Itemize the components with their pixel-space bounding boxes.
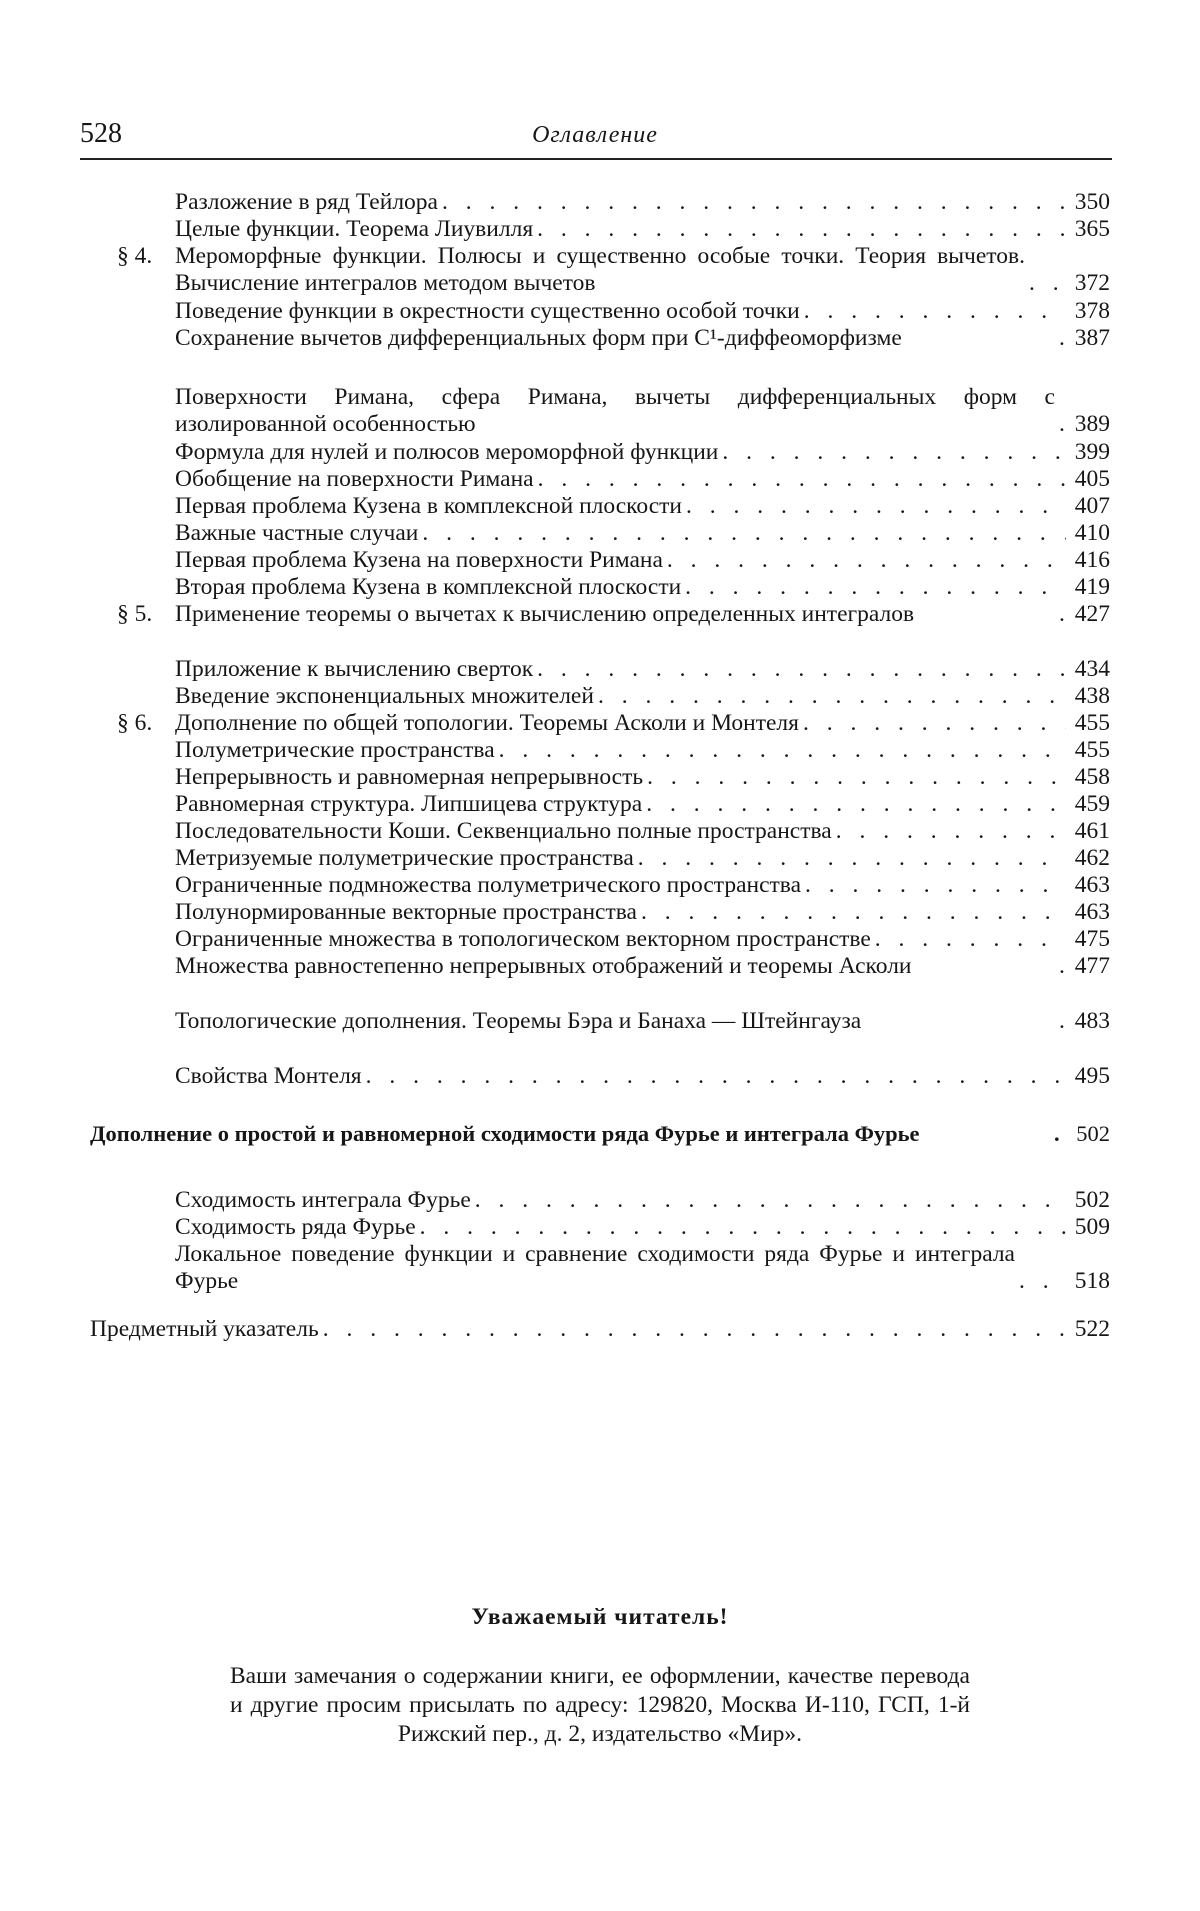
leader-dots xyxy=(1059,953,1066,980)
leader-dots xyxy=(323,1316,1066,1343)
toc-entry-title: Множества равностепенно непрерывных отображений и теоремы Асколи xyxy=(175,953,912,979)
leader-dots xyxy=(366,1063,1066,1090)
toc-entry-title: Предметный указатель xyxy=(90,1316,319,1342)
toc-entry-page: 438 xyxy=(1074,683,1110,709)
toc-entry-page: 483 xyxy=(1074,1008,1110,1034)
toc-entry xyxy=(175,818,1110,845)
toc-entry xyxy=(175,493,1110,520)
leader-dots xyxy=(722,439,1066,466)
leader-dots xyxy=(805,872,1066,899)
toc-entry xyxy=(175,872,1110,899)
toc-entry-title: Метризуемые полуметрические пространства xyxy=(175,845,634,871)
toc-entry-page: 389 xyxy=(1074,410,1110,437)
toc-entry-title: Сходимость ряда Фурье xyxy=(175,1214,416,1240)
toc-entry-page: 455 xyxy=(1074,737,1110,763)
leader-dots xyxy=(499,737,1066,764)
toc-entry-page: 387 xyxy=(1074,325,1110,351)
toc-entry-page: 459 xyxy=(1074,791,1110,817)
leader-dots xyxy=(1019,1268,1066,1295)
toc-entry-index xyxy=(90,1316,1110,1343)
leader-dots xyxy=(420,1214,1066,1241)
toc-entry-title: Формула для нулей и полюсов мероморфной функции xyxy=(175,439,719,465)
header-rule xyxy=(80,158,1112,160)
section-number: § 4. xyxy=(117,243,153,269)
leader-dots xyxy=(1059,325,1066,352)
toc-entry xyxy=(117,601,1110,628)
toc-entry-page: 522 xyxy=(1074,1316,1110,1342)
toc-entry-page: 399 xyxy=(1074,439,1110,465)
toc-entry-title: Сходимость интеграла Фурье xyxy=(175,1187,471,1213)
toc-entry-page: 475 xyxy=(1074,926,1110,952)
toc-entry-title: Введение экспоненциальных множителей xyxy=(175,683,594,709)
toc-entry-page: 378 xyxy=(1074,298,1110,324)
toc-entry-page: 462 xyxy=(1074,845,1110,871)
toc-entry-page: 461 xyxy=(1074,818,1110,844)
toc-entry xyxy=(175,764,1110,791)
toc-entry xyxy=(175,466,1110,493)
toc-entry-appendix xyxy=(90,1121,1110,1148)
toc-entry-title: Сохранение вычетов дифференциальных форм при C¹-диффеоморфизме xyxy=(175,325,902,351)
toc-entry xyxy=(175,656,1110,683)
toc-entry-title: Равномерная структура. Липшицева структура xyxy=(175,791,643,817)
toc-entry-page: 509 xyxy=(1074,1214,1110,1240)
leader-dots xyxy=(875,926,1066,953)
leader-dots xyxy=(667,547,1066,574)
section-number: § 5. xyxy=(117,601,153,627)
toc-entry-title: Последовательности Коши. Секвенциально полные пространства xyxy=(175,818,832,844)
leader-dots xyxy=(475,1187,1066,1214)
toc-entry-title: Поведение функции в окрестности существенно особой точки xyxy=(175,298,800,324)
toc-entry-page: 407 xyxy=(1074,493,1110,519)
toc-entry-page: 416 xyxy=(1074,547,1110,573)
toc-entry-page: 427 xyxy=(1074,601,1110,627)
toc-entry xyxy=(175,791,1110,818)
leader-dots xyxy=(686,493,1066,520)
toc-entry xyxy=(117,710,1110,737)
toc-entry-page: 434 xyxy=(1074,656,1110,682)
toc-entry xyxy=(175,1241,1110,1294)
toc-entry-title: Обобщение на поверхности Римана xyxy=(175,466,534,492)
toc-entry-title: Полуметрические пространства xyxy=(175,737,495,763)
toc-entry xyxy=(175,384,1110,437)
toc-entry-title: Применение теоремы о вычетах к вычислению определенных интегралов xyxy=(175,601,915,627)
toc-entry-title: Локальное поведение функции и сравнение сходимости ряда Фурье и интеграла Фурье xyxy=(175,1241,1015,1294)
toc-entry-page: 455 xyxy=(1074,710,1110,736)
toc-entry-title: Целые функции. Теорема Лиувилля xyxy=(175,216,534,242)
toc-entry-title: Свойства Монтеля xyxy=(175,1063,362,1089)
toc-entry-page: 458 xyxy=(1074,764,1110,790)
toc-entry-page: 463 xyxy=(1074,899,1110,925)
toc-entry-page: 495 xyxy=(1074,1063,1110,1089)
reader-note-body: Ваши замечания о содержании книги, ее оформлении, качестве перевода и другие просим присылать по адресу: 129820, Москва И-110, ГСП, 1-й Рижский пер., д. 2, издательство «Мир». xyxy=(230,1663,970,1747)
toc-entry-title: Дополнение о простой и равномерной сходимости ряда Фурье и интеграла Фурье xyxy=(90,1121,920,1146)
toc-entry-title: Первая проблема Кузена в комплексной плоскости xyxy=(175,493,682,519)
leader-dots xyxy=(537,656,1066,683)
leader-dots xyxy=(598,683,1066,710)
toc-entry-title: Мероморфные функции. Полюсы и существенно особые точки. Теория вычетов. Вычисление интегралов методом вычетов xyxy=(175,243,1025,296)
leader-dots xyxy=(537,216,1066,243)
toc-entry-page: 419 xyxy=(1074,574,1110,600)
toc-entry xyxy=(117,243,1110,296)
toc-entry-page: 350 xyxy=(1074,189,1110,215)
toc-entry-title: Дополнение по общей топологии. Теоремы Асколи и Монтеля xyxy=(175,710,799,736)
toc-entry-title: Топологические дополнения. Теоремы Бэра и Банаха — Штейнгауза xyxy=(175,1008,862,1034)
toc-entry xyxy=(175,683,1110,710)
toc-entry xyxy=(175,189,1110,216)
toc-entry xyxy=(175,574,1110,601)
leader-dots xyxy=(836,818,1066,845)
toc-entry-title: Полунормированные векторные пространства xyxy=(175,899,637,925)
page-header xyxy=(80,118,1110,160)
toc-entry-page: 502 xyxy=(1076,1121,1110,1146)
leader-dots xyxy=(804,298,1066,325)
leader-dots xyxy=(641,899,1066,926)
toc-entry-title: Важные частные случаи xyxy=(175,520,419,546)
toc-entry-page: 477 xyxy=(1074,953,1110,979)
leader-dots xyxy=(646,791,1066,818)
toc-entry-title: Первая проблема Кузена на поверхности Римана xyxy=(175,547,663,573)
leader-dots xyxy=(803,710,1066,737)
toc-entry xyxy=(175,1214,1110,1241)
page-number: 528 xyxy=(80,118,122,149)
toc-entry xyxy=(175,547,1110,574)
toc-entry xyxy=(175,1008,1110,1035)
leader-dots xyxy=(1054,1121,1066,1148)
toc-entry-title: Поверхности Римана, сфера Римана, вычеты дифференциальных форм с изолированной особенностью xyxy=(175,384,1055,437)
toc-entry xyxy=(175,737,1110,764)
leader-dots xyxy=(1059,601,1066,628)
leader-dots xyxy=(685,574,1066,601)
toc-entry xyxy=(175,298,1110,325)
toc-entry-title: Ограниченные множества в топологическом векторном пространстве xyxy=(175,926,871,952)
leader-dots xyxy=(638,845,1066,872)
toc-entry-title: Вторая проблема Кузена в комплексной плоскости xyxy=(175,574,682,600)
toc-entry-title: Разложение в ряд Тейлора xyxy=(175,189,438,215)
toc-entry xyxy=(175,953,1110,980)
leader-dots xyxy=(422,520,1066,547)
toc-entry xyxy=(175,520,1110,547)
toc-entry-page: 365 xyxy=(1074,216,1110,242)
section-number: § 6. xyxy=(117,710,153,736)
reader-note xyxy=(230,1603,970,1749)
leader-dots xyxy=(1029,270,1066,297)
toc-entry xyxy=(175,1187,1110,1214)
toc-entry-title: Непрерывность и равномерная непрерывность xyxy=(175,764,644,790)
toc-entry xyxy=(175,845,1110,872)
leader-dots xyxy=(442,189,1066,216)
toc-entry-page: 405 xyxy=(1074,466,1110,492)
toc-entry-page: 518 xyxy=(1074,1267,1110,1294)
leader-dots xyxy=(647,764,1066,791)
toc-entry-page: 372 xyxy=(1074,269,1110,296)
toc-entry-page: 502 xyxy=(1074,1187,1110,1213)
leader-dots xyxy=(538,466,1066,493)
toc-entry xyxy=(175,899,1110,926)
reader-note-title: Уважаемый читатель! xyxy=(471,1604,729,1630)
toc-entry-title: Ограниченные подмножества полуметрического пространства xyxy=(175,872,801,898)
toc-entry-page: 410 xyxy=(1074,520,1110,546)
toc-entry-page: 463 xyxy=(1074,872,1110,898)
running-title: Оглавление xyxy=(532,122,658,148)
toc-entry-title: Приложение к вычислению сверток xyxy=(175,656,534,682)
toc-entry xyxy=(175,439,1110,466)
toc-entry xyxy=(175,216,1110,243)
toc-entry xyxy=(175,926,1110,953)
leader-dots xyxy=(1059,1008,1066,1035)
toc-entry xyxy=(175,1063,1110,1090)
leader-dots xyxy=(1059,411,1066,438)
toc-entry xyxy=(175,325,1110,352)
